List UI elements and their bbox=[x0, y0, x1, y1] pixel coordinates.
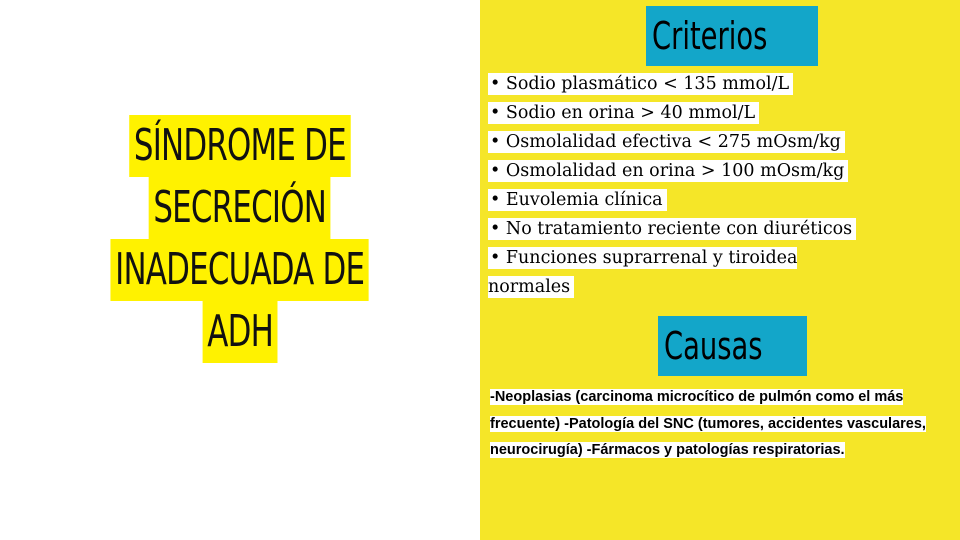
causas-paragraph: -Neoplasias (carcinoma microcítico de pulmón como el más frecuente) -Patología del SNC (tumores, accidentes vasculares, neurocirugía) -Fármacos y patologías respiratorias. bbox=[490, 389, 926, 458]
criterio-item: • No tratamiento reciente con diuréticos bbox=[488, 215, 958, 244]
title-line-4: ADH bbox=[202, 301, 277, 363]
criterios-list bbox=[488, 70, 958, 302]
criterio-item: • Euvolemia clínica bbox=[488, 186, 958, 215]
criterio-item: • Osmolalidad en orina > 100 mOsm/kg bbox=[488, 157, 958, 186]
title-line-1: SÍNDROME DE bbox=[129, 115, 350, 177]
criterios-heading: Criterios bbox=[646, 6, 818, 66]
criterio-item: • Sodio plasmático < 135 mmol/L bbox=[488, 70, 958, 99]
title-line-2: SECRECIÓN bbox=[149, 177, 331, 239]
causas-heading: Causas bbox=[658, 316, 807, 376]
criterio-item: • Osmolalidad efectiva < 275 mOsm/kg bbox=[488, 128, 958, 157]
causas-text bbox=[490, 384, 956, 464]
slide-title bbox=[60, 115, 420, 363]
criterio-item: • Funciones suprarrenal y tiroidea normales bbox=[488, 248, 798, 297]
title-line-3: INADECUADA DE bbox=[111, 239, 369, 301]
criterio-item: • Sodio en orina > 40 mmol/L bbox=[488, 99, 958, 128]
